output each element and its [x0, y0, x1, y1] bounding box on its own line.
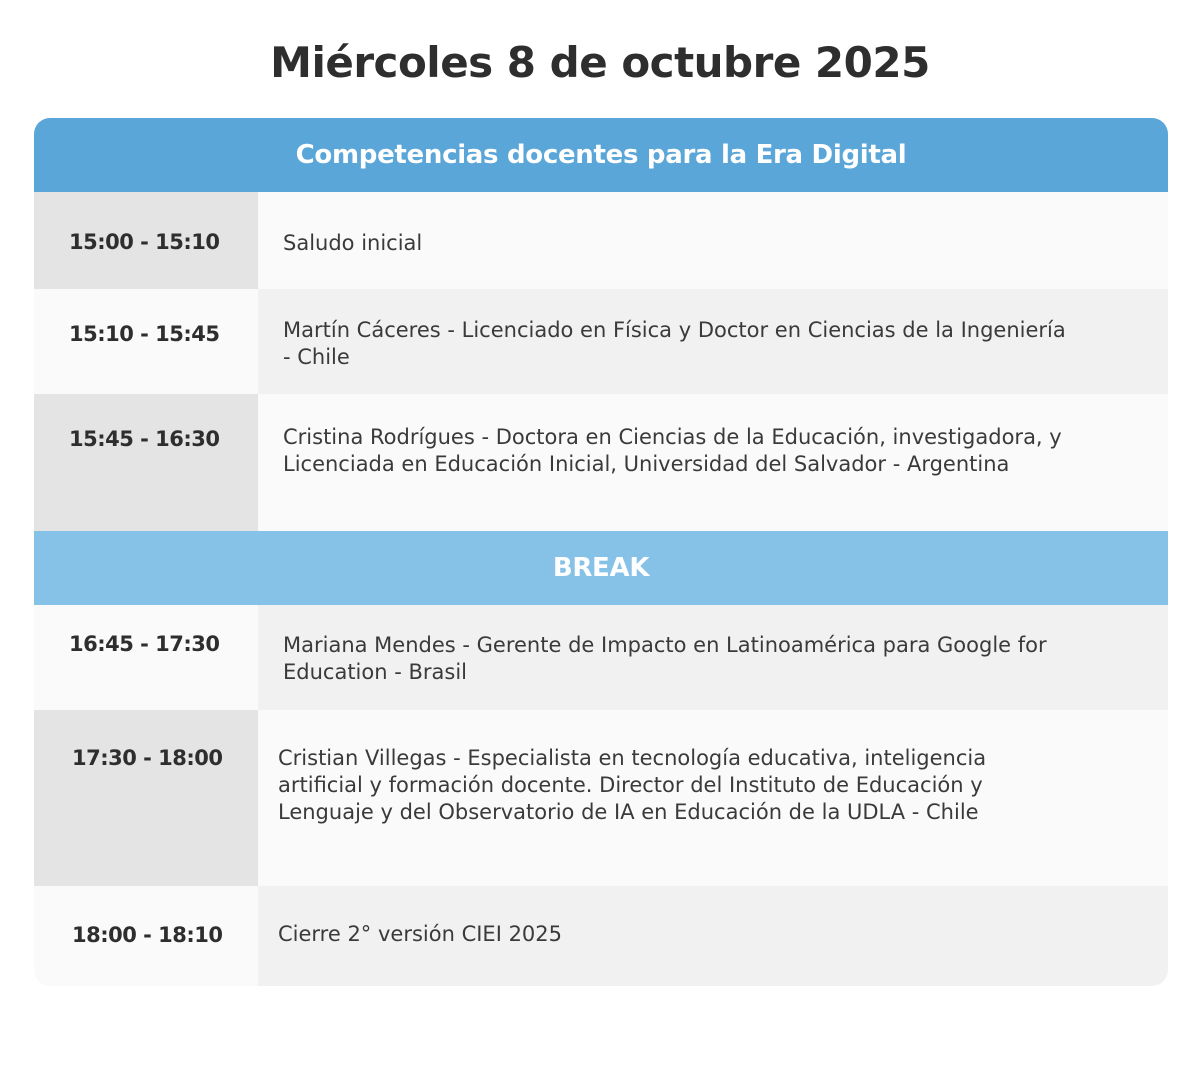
- schedule-row: [34, 289, 1168, 394]
- session-time: 15:00 - 15:10: [34, 192, 258, 289]
- schedule-row: [34, 394, 1168, 531]
- schedule-row: [34, 886, 1168, 986]
- session-description: Saludo inicial: [258, 192, 1168, 289]
- session-description: Mariana Mendes - Gerente de Impacto en Latinoamérica para Google for Education - Brasil: [258, 605, 1168, 710]
- session-time: 18:00 - 18:10: [34, 886, 258, 986]
- session-description: Cristian Villegas - Especialista en tecnología educativa, inteligencia artificial y formación docente. Director del Instituto de Educación y Lenguaje y del Observatorio de IA en Educación de la UDLA - Chile: [258, 710, 1168, 886]
- session-time: 16:45 - 17:30: [34, 605, 258, 710]
- session-time: 15:45 - 16:30: [34, 394, 258, 531]
- break-label: BREAK: [552, 553, 650, 583]
- schedule-row: [34, 710, 1168, 886]
- session-description: Martín Cáceres - Licenciado en Física y Doctor en Ciencias de la Ingeniería - Chile: [258, 289, 1168, 394]
- section-title: Competencias docentes para la Era Digital: [295, 140, 907, 170]
- page-title: Miércoles 8 de octubre 2025: [270, 38, 930, 87]
- schedule-row: [34, 605, 1168, 710]
- session-time: 17:30 - 18:00: [34, 710, 258, 886]
- session-description: Cierre 2° versión CIEI 2025: [258, 886, 1168, 986]
- session-time: 15:10 - 15:45: [34, 289, 258, 394]
- schedule-table: [34, 118, 1168, 986]
- section-header: [34, 118, 1168, 192]
- session-description: Cristina Rodrígues - Doctora en Ciencias de la Educación, investigadora, y Licenciada en Educación Inicial, Universidad del Salvador - Argentina: [258, 394, 1168, 531]
- schedule-row: [34, 192, 1168, 289]
- break-banner: [34, 531, 1168, 605]
